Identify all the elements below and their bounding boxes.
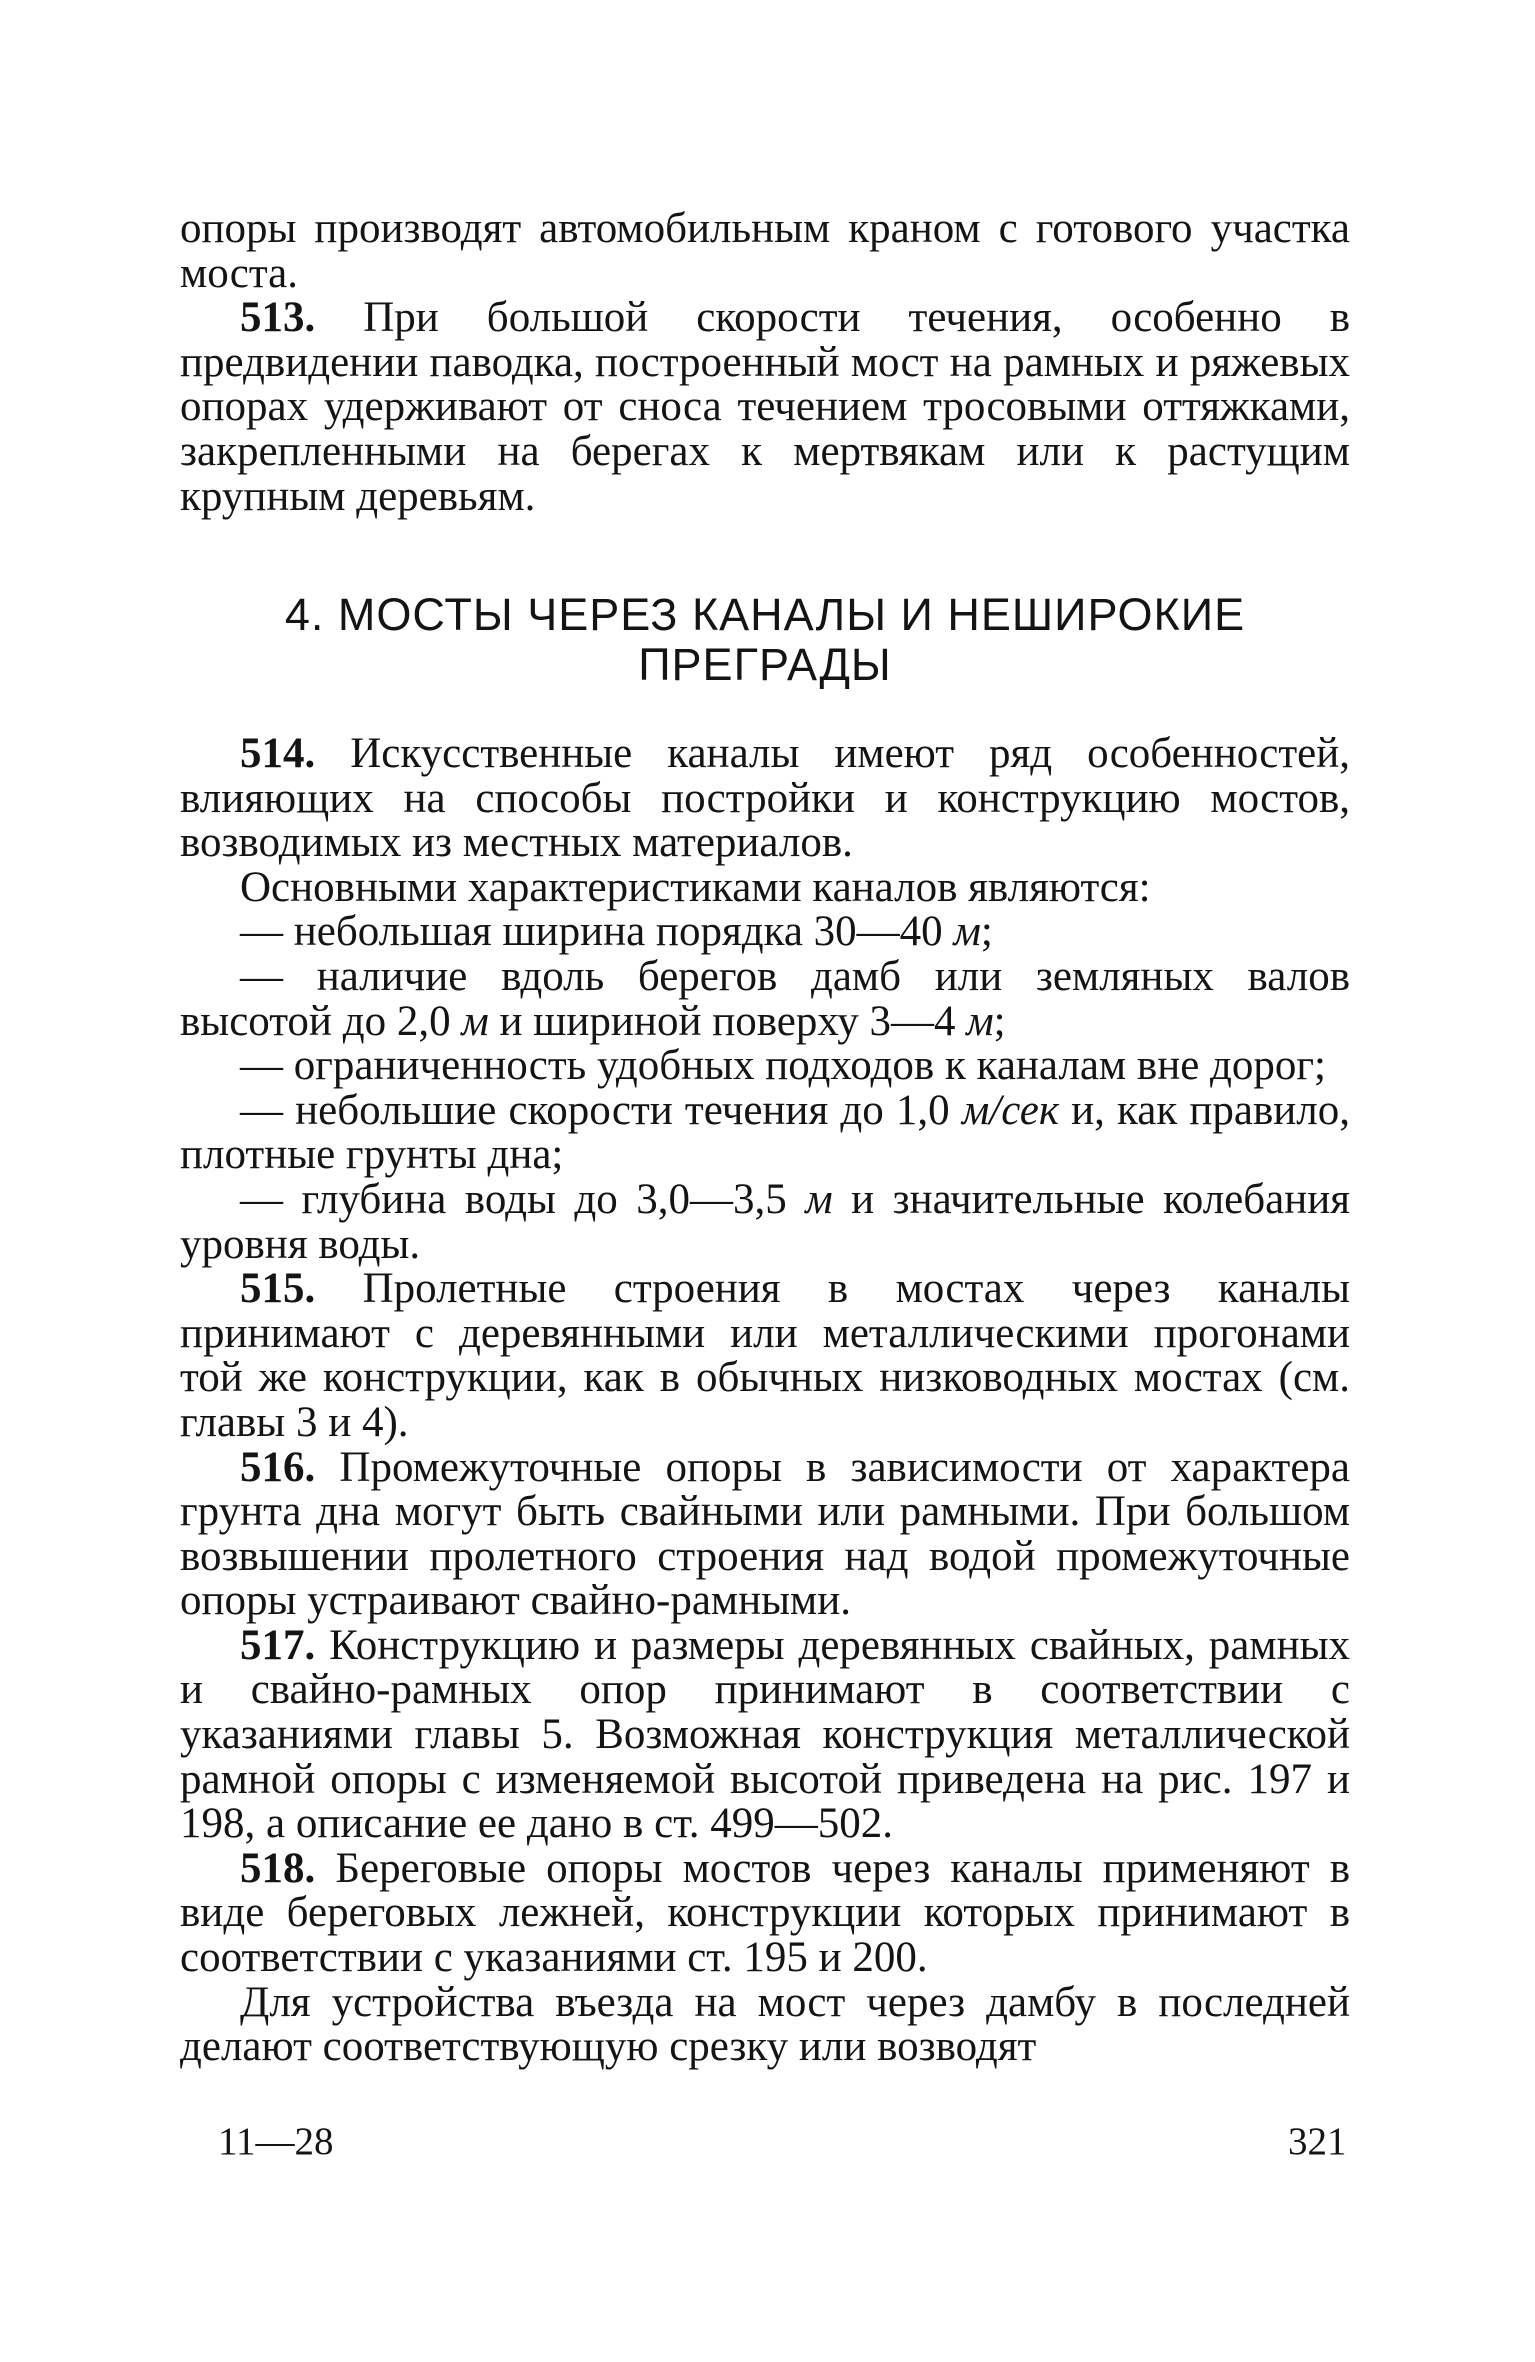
paragraph-number: 516. xyxy=(240,1443,316,1491)
list-item-approaches: — ограниченность удобных подходов к каналам вне дорог; xyxy=(240,1042,1327,1090)
paragraph-517 xyxy=(180,1621,1350,1848)
paragraph-number: 514. xyxy=(240,730,316,777)
section-heading-line-1: 4. МОСТЫ ЧЕРЕЗ КАНАЛЫ И НЕШИРОКИЕ xyxy=(284,589,1246,640)
paragraph-text: Пролетные строения в мостах через каналы принимают с деревянными или металлическими прогонами той же конструкции, как в обычных низководных мостах (см. главы 3 и 4). xyxy=(180,1265,1351,1446)
paragraph-number: 518. xyxy=(240,1844,316,1892)
list-item-dams: — наличие вдоль берегов дамб или земляных валов высотой до 2,0 м и шириной поверху 3—4 м; xyxy=(180,952,1350,1045)
list-item-depth: — глубина воды до 3,0—3,5 м и значительные колебания уровня воды. xyxy=(180,1175,1351,1268)
paragraph-text: Береговые опоры мостов через каналы применяют в виде береговых лежней, конструкции которых принимают в соответствии с указаниями ст. 195 и 200. xyxy=(180,1844,1350,1982)
paragraph-number: 513. xyxy=(240,294,316,342)
body-main xyxy=(180,732,1350,2070)
characteristics-lead: Основными характеристиками каналов являются: xyxy=(240,863,1151,911)
paragraph-text: Конструкцию и размеры деревянных свайных, рамных и свайно-рамных опор принимают в соответствии с указаниями главы 5. Возможная конструкция металлической рамной опоры с изменяемой высотой приведена на рис. 197 и 198, а описание ее дано в ст. 499—502. xyxy=(180,1621,1350,1848)
paragraph-number: 517. xyxy=(240,1621,316,1669)
paragraph-516 xyxy=(180,1443,1350,1625)
list-item-width: — небольшая ширина порядка 30—40 м; xyxy=(240,908,993,956)
paragraph-text: Промежуточные опоры в зависимости от характера грунта дна могут быть свайными или рамными. При большом возвышении пролетного строения над водой промежуточные опоры устраивают свайно-рамными. xyxy=(180,1443,1350,1625)
list-item-velocity: — небольшие скорости течения до 1,0 м/сек и, как правило, плотные грунты дна; xyxy=(180,1086,1351,1179)
paragraph-last: Для устройства въезда на мост через дамбу в последней делают соответствующую срезку или возводят xyxy=(180,1978,1350,2071)
section-heading-line-2: ПРЕГРАДЫ xyxy=(638,639,892,690)
page-number: 321 xyxy=(1288,2120,1347,2163)
printer-signature: 11—28 xyxy=(218,2120,334,2163)
paragraph-514 xyxy=(180,732,1350,866)
paragraph-513 xyxy=(180,296,1350,519)
body-top xyxy=(180,207,1350,519)
paragraph-text: При большой скорости течения, особенно в предвидении паводка, построенный мост на рамных и ряжевых опорах удерживают от сноса течением тросовыми оттяжками, закрепленными на берегах к мертвякам или к растущим крупным деревьям. xyxy=(180,294,1350,520)
paragraph-515 xyxy=(180,1267,1350,1445)
paragraph-518 xyxy=(180,1844,1350,1982)
paragraph-text: Искусственные каналы имеют ряд особенностей, влияющих на способы постройки и конструкцию мостов, возводимых из местных материалов. xyxy=(180,730,1350,867)
paragraph-number: 515. xyxy=(240,1265,316,1313)
section-heading xyxy=(180,590,1350,690)
intro-paragraph: опоры производят автомобильным краном с готового участка моста. xyxy=(180,205,1350,297)
